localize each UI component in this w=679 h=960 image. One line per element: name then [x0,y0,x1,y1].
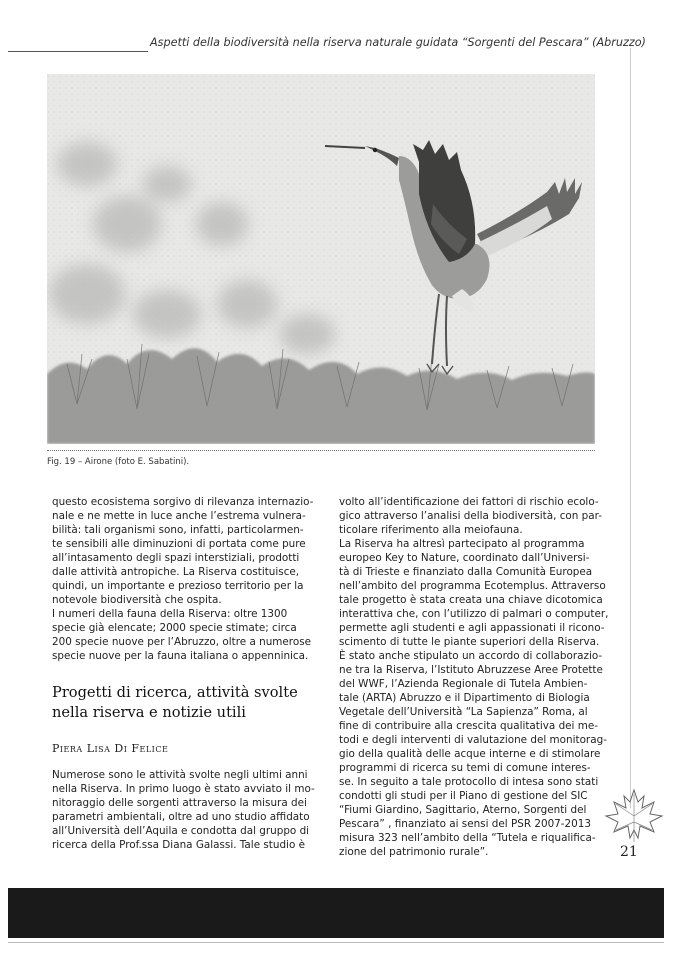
text-line: quindi, un importante e prezioso territorio per la [52,580,304,592]
running-head: Aspetti della biodiversità nella riserva naturale guidata “Sorgenti del Pescara” (Abruzzo) [150,36,646,49]
text-line: gio della qualità delle acque interne e di stimolare [339,748,601,760]
text-line: programmi di ricerca su temi di comune interes- [339,762,591,774]
text-line: scimento di tutte le piante superiori della Riserva. [339,636,600,648]
text-line: condotti gli studi per il Piano di gestione del SIC [339,790,588,802]
section-title-line: Progetti di ricerca, attività svolte [52,684,298,701]
text-line: gico attraverso l’analisi della biodiversità, con par- [339,510,602,522]
text-line: del WWF, l’Azienda Regionale di Tutela Ambien- [339,678,588,690]
text-line: tà di Trieste e finanziato dalla Comunità Europea [339,566,593,578]
section-body-text [52,768,314,852]
text-line: zione del patrimonio rurale”. [339,846,489,858]
page-number: 21 [620,844,638,860]
text-line: specie nuove per la fauna italiana o appenninica. [52,650,309,662]
text-line: La Riserva ha altresì partecipato al programma [339,538,585,550]
footer-band [8,888,664,938]
text-line: se. In seguito a tale protocollo di intesa sono stati [339,776,599,788]
text-line: ticolare riferimento alla meiofauna. [339,524,523,536]
text-line: I numeri della fauna della Riserva: oltre 1300 [52,608,288,620]
text-line: ne tra la Riserva, l’Istituto Abruzzese Aree Protette [339,664,603,676]
text-line: fine di contribuire alla crescita qualitativa dei me- [339,720,599,732]
text-line: bilità: tali organismi sono, infatti, particolarmen- [52,524,304,536]
text-line: tale progetto è stata creata una chiave dicotomica [339,594,603,606]
author-name: Piera Lisa Di Felice [52,742,169,755]
text-line: volto all’identificazione dei fattori di rischio ecolo- [339,496,599,508]
text-line: Pescara” , finanziato ai sensi del PSR 2007-2013 [339,818,591,830]
text-line: specie già elencate; 2000 specie stimate; circa [52,622,297,634]
heron-photo [47,74,595,444]
text-line: te sensibili alle diminuzioni di portata come pure [52,538,306,550]
text-line: dalle attività antropiche. La Riserva costituisce, [52,566,300,578]
figure-caption: Fig. 19 – Airone (foto E. Sabatini). [47,457,190,467]
right-column-text [339,495,609,859]
footer-line [8,942,664,943]
text-line: È stato anche stipulato un accordo di collaborazio- [339,650,603,662]
text-line: Vegetale dell’Università “La Sapienza” Roma, al [339,706,588,718]
text-line: nella Riserva. In primo luogo è stato avviato il mo- [52,783,315,795]
text-line: misura 323 nell’ambito della “Tutela e riqualifica- [339,832,596,844]
text-line: ricerca della Prof.ssa Diana Galassi. Tale studio è [52,839,305,851]
text-line: all’intasamento degli spazi interstiziali, prodotti [52,552,300,564]
text-line: nell’ambito del programma Ecotemplus. Attraverso [339,580,606,592]
text-line: 200 specie nuove per l’Abruzzo, oltre a numerose [52,636,312,648]
text-line: nale e ne mette in luce anche l’estrema vulnera- [52,510,306,522]
header-rule [8,51,148,52]
text-line: parametri ambientali, oltre ad uno studio affidato [52,811,310,823]
text-line: questo ecosistema sorgivo di rilevanza internazio- [52,496,314,508]
text-line: “Fiumi Giardino, Sagittario, Aterno, Sorgenti del [339,804,587,816]
text-line: Numerose sono le attività svolte negli ultimi anni [52,769,308,781]
text-line: notevole biodiversità che ospita. [52,594,222,606]
left-column-text [52,495,312,663]
text-line: nitoraggio delle sorgenti attraverso la misura dei [52,797,307,809]
text-line: europeo Key to Nature, coordinato dall’Universi- [339,552,590,564]
text-line: interattiva che, con l’utilizzo di palmari o computer, [339,608,609,620]
text-line: todi e degli interventi di valutazione del monitorag- [339,734,607,746]
caption-rule [47,450,595,451]
text-line: all’Università dell’Aquila e condotta dal gruppo di [52,825,310,837]
section-title [52,683,322,723]
text-line: permette agli studenti e agli appassionati il ricono- [339,622,605,634]
section-title-line: nella riserva e notizie utili [52,704,246,721]
maple-leaf-icon [600,786,670,846]
text-line: tale (ARTA) Abruzzo e il Dipartimento di Biologia [339,692,590,704]
margin-line [630,48,631,808]
